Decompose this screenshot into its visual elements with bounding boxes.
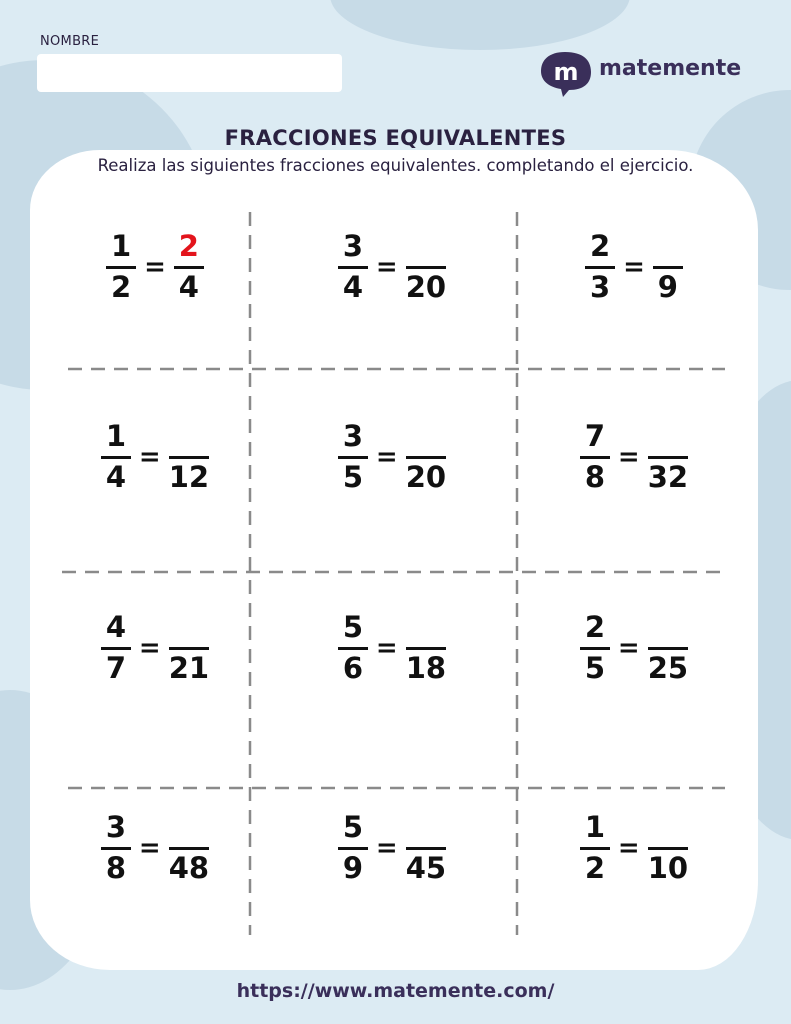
exercise-cell [544, 222, 724, 312]
given-fraction [580, 809, 610, 885]
given-fraction [101, 609, 131, 685]
exercise-cell [302, 803, 482, 893]
fraction-bar [580, 847, 610, 850]
fraction-bar [648, 647, 688, 650]
given-fraction [338, 609, 368, 685]
exercise-cell [544, 412, 724, 502]
answer-numerator[interactable] [656, 422, 680, 452]
fraction-bar [406, 647, 446, 650]
exercise-cell [302, 412, 482, 502]
exercise-cell [544, 603, 724, 693]
answer-denominator: 32 [647, 459, 689, 494]
given-denominator: 8 [584, 459, 606, 494]
given-denominator: 3 [590, 269, 611, 304]
exercise-cell [302, 603, 482, 693]
given-denominator: 8 [105, 850, 127, 885]
answer-denominator: 25 [647, 650, 689, 685]
fraction-bar [406, 266, 446, 269]
given-fraction [338, 809, 368, 885]
answer-fraction [406, 813, 446, 884]
fraction-bar [580, 647, 610, 650]
answer-fraction [169, 422, 209, 493]
equals-sign: = [138, 833, 161, 863]
given-fraction [101, 418, 131, 494]
exercise-cell [65, 412, 245, 502]
fraction-bar [101, 847, 131, 850]
given-numerator: 1 [584, 809, 606, 844]
answer-denominator: 12 [168, 459, 210, 494]
equals-sign: = [375, 633, 398, 663]
given-denominator: 2 [584, 850, 606, 885]
exercise-cell [65, 222, 245, 312]
answer-numerator[interactable] [177, 422, 201, 452]
equals-sign: = [617, 633, 640, 663]
answer-numerator[interactable] [414, 422, 438, 452]
answer-denominator: 48 [168, 850, 210, 885]
given-denominator: 9 [342, 850, 364, 885]
fraction-bar [338, 266, 368, 269]
given-denominator: 6 [342, 650, 364, 685]
answer-fraction [648, 813, 688, 884]
answer-numerator[interactable] [656, 813, 680, 843]
exercise-cell [302, 222, 482, 312]
given-numerator: 1 [105, 418, 127, 453]
equals-sign: = [375, 252, 398, 282]
fraction-bar [169, 647, 209, 650]
answer-fraction [648, 613, 688, 684]
given-numerator: 5 [342, 609, 364, 644]
fraction-bar [101, 456, 131, 459]
answer-fraction [648, 422, 688, 493]
given-denominator: 4 [105, 459, 127, 494]
fraction-bar [648, 456, 688, 459]
answer-denominator: 45 [405, 850, 447, 885]
given-fraction [338, 228, 368, 304]
given-fraction [338, 418, 368, 494]
answer-denominator: 18 [405, 650, 447, 685]
fraction-bar [338, 647, 368, 650]
exercise-cell [65, 803, 245, 893]
equals-sign: = [138, 633, 161, 663]
fraction-bar [174, 266, 204, 269]
fraction-bar [406, 456, 446, 459]
answer-numerator[interactable] [414, 813, 438, 843]
given-fraction [101, 809, 131, 885]
answer-fraction [406, 232, 446, 303]
given-fraction [580, 418, 610, 494]
logo-letter: m [553, 58, 579, 86]
given-numerator: 4 [105, 609, 127, 644]
given-fraction [580, 609, 610, 685]
answer-denominator: 20 [405, 269, 447, 304]
answer-denominator: 21 [168, 650, 210, 685]
page-title: FRACCIONES EQUIVALENTES [224, 126, 567, 150]
given-numerator: 2 [590, 228, 611, 263]
answer-numerator[interactable] [177, 813, 201, 843]
given-denominator: 5 [584, 650, 606, 685]
answer-fraction [406, 422, 446, 493]
given-numerator: 3 [342, 418, 364, 453]
website-url[interactable]: https://www.matemente.com/ [236, 980, 555, 1002]
logo-text: matemente [599, 56, 742, 81]
fraction-bar [338, 456, 368, 459]
given-numerator: 7 [584, 418, 606, 453]
given-numerator: 5 [342, 809, 364, 844]
answer-numerator[interactable] [414, 613, 438, 643]
given-fraction [585, 228, 615, 304]
answer-fraction [653, 232, 683, 303]
name-label: NOMBRE [40, 34, 100, 49]
fraction-bar [101, 647, 131, 650]
given-denominator: 4 [342, 269, 364, 304]
answer-fraction [174, 228, 204, 304]
fraction-bar [406, 847, 446, 850]
answer-fraction [169, 613, 209, 684]
given-denominator: 2 [111, 269, 132, 304]
answer-denominator: 9 [657, 269, 678, 304]
instructions: Realiza las siguientes fracciones equivalentes. completando el ejercicio. [97, 156, 694, 175]
exercise-cell [65, 603, 245, 693]
fraction-bar [169, 847, 209, 850]
equals-sign: = [617, 833, 640, 863]
answer-numerator[interactable] [177, 613, 201, 643]
equals-sign: = [617, 442, 640, 472]
fraction-bar [338, 847, 368, 850]
equals-sign: = [144, 252, 166, 282]
given-numerator: 3 [105, 809, 127, 844]
fraction-bar [169, 456, 209, 459]
answer-denominator: 4 [178, 269, 199, 304]
given-denominator: 5 [342, 459, 364, 494]
equals-sign: = [375, 833, 398, 863]
answer-fraction [406, 613, 446, 684]
given-fraction [106, 228, 136, 304]
fraction-bar [580, 456, 610, 459]
equals-sign: = [138, 442, 161, 472]
answer-fraction [169, 813, 209, 884]
answer-numerator[interactable]: 2 [178, 228, 199, 263]
answer-numerator[interactable] [414, 232, 438, 262]
answer-denominator: 20 [405, 459, 447, 494]
fraction-bar [648, 847, 688, 850]
fraction-bar [653, 266, 683, 269]
given-denominator: 7 [105, 650, 127, 685]
given-numerator: 2 [584, 609, 606, 644]
answer-denominator: 10 [647, 850, 689, 885]
given-numerator: 1 [111, 228, 132, 263]
exercise-cell [544, 803, 724, 893]
answer-numerator[interactable] [656, 613, 680, 643]
given-numerator: 3 [342, 228, 364, 263]
answer-numerator[interactable] [656, 232, 680, 262]
equals-sign: = [623, 252, 645, 282]
fraction-bar [585, 266, 615, 269]
fraction-bar [106, 266, 136, 269]
equals-sign: = [375, 442, 398, 472]
